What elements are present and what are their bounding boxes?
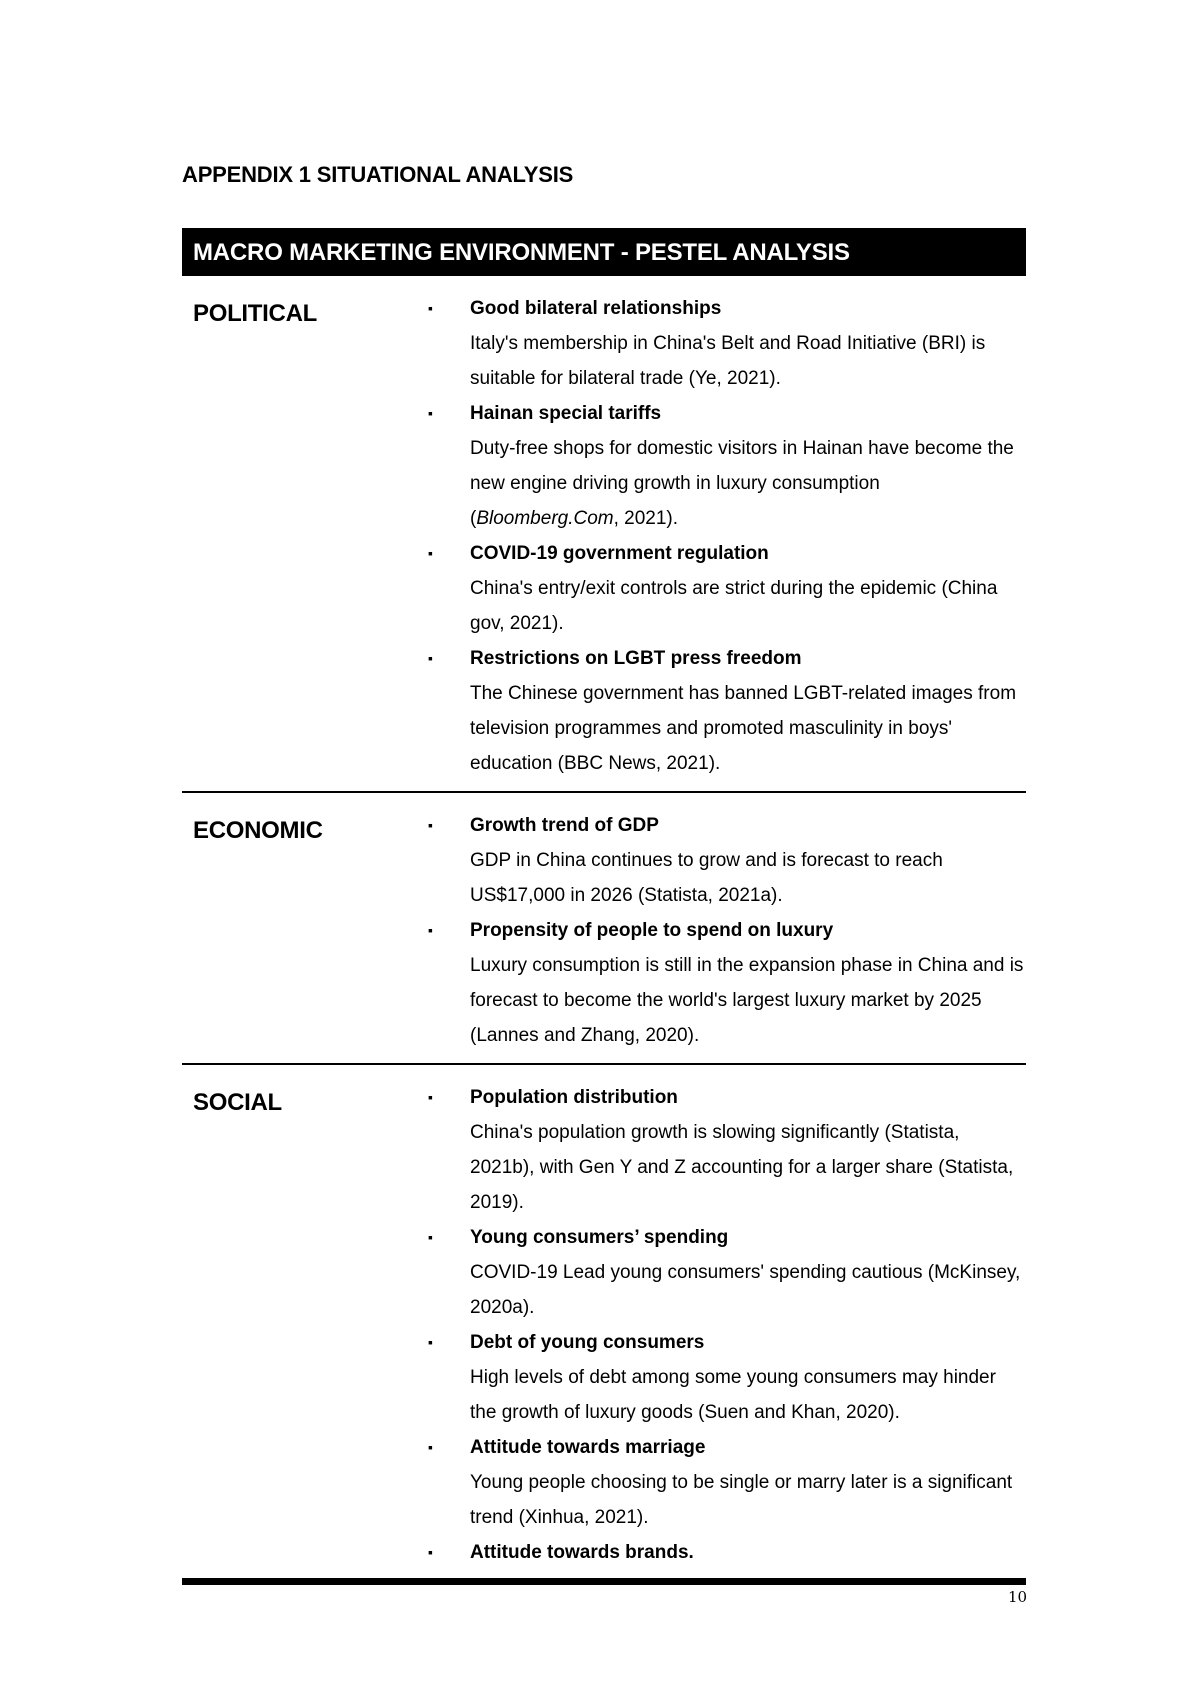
page-heading: APPENDIX 1 SITUATIONAL ANALYSIS (182, 162, 574, 187)
bullet-icon: ▪ (428, 1089, 433, 1105)
item-title: Attitude towards marriage (470, 1437, 706, 1458)
item-title: Good bilateral relationships (470, 298, 722, 319)
list-item (428, 1535, 1026, 1570)
list-item (428, 1080, 1026, 1220)
item-text: Young people choosing to be single or marry later is a significant trend (Xinhua, 2021). (470, 1472, 1013, 1528)
page-number: 10 (1008, 1588, 1028, 1606)
item-title: Restrictions on LGBT press freedom (470, 648, 802, 669)
list-item (428, 536, 1026, 641)
item-title: COVID-19 government regulation (470, 543, 769, 564)
section-items (428, 1080, 1026, 1570)
list-item (428, 641, 1026, 781)
list-item (428, 1325, 1026, 1430)
list-item (428, 913, 1026, 1053)
item-text: The Chinese government has banned LGBT-related images from television programmes and promoted masculinity in boys' education (BBC News, 2021). (470, 683, 1017, 774)
section-social (182, 1065, 1026, 1585)
item-text: Italy's membership in China's Belt and Road Initiative (BRI) is suitable for bilateral trade (Ye, 2021). (470, 333, 986, 389)
bullet-icon: ▪ (428, 922, 433, 938)
item-text: High levels of debt among some young consumers may hinder the growth of luxury goods (Suen and Khan, 2020). (470, 1367, 996, 1423)
list-item (428, 1430, 1026, 1535)
section-title: SOCIAL (193, 1089, 282, 1116)
item-title: Growth trend of GDP (470, 815, 659, 836)
item-text: Luxury consumption is still in the expansion phase in China and is forecast to become the world's largest luxury market by 2025 (Lannes and Zhang, 2020). (470, 955, 1024, 1046)
section-items (428, 808, 1026, 1053)
bullet-icon: ▪ (428, 1229, 433, 1245)
item-text: China's population growth is slowing significantly (Statista, 2021b), with Gen Y and Z accounting for a larger share (Statista, 2019). (470, 1122, 1014, 1213)
list-item (428, 1220, 1026, 1325)
bullet-icon: ▪ (428, 1544, 433, 1560)
item-text: China's entry/exit controls are strict during the epidemic (China gov, 2021). (470, 578, 998, 634)
item-text: GDP in China continues to grow and is forecast to reach US$17,000 in 2026 (Statista, 2021a). (470, 850, 943, 906)
list-item (428, 396, 1026, 536)
bullet-icon: ▪ (428, 545, 433, 561)
pestel-table (182, 228, 1026, 1585)
bullet-icon: ▪ (428, 405, 433, 421)
table-header: MACRO MARKETING ENVIRONMENT - PESTEL ANALYSIS (182, 228, 1026, 276)
item-title: Attitude towards brands. (470, 1542, 694, 1563)
bullet-icon: ▪ (428, 1334, 433, 1350)
item-title: Population distribution (470, 1087, 678, 1108)
bullet-icon: ▪ (428, 300, 433, 316)
section-title: POLITICAL (193, 300, 317, 327)
item-text: Duty-free shops for domestic visitors in Hainan have become the new engine driving growth in luxury consumption (Bloomberg.Com, 2021). (470, 438, 1014, 529)
section-political (182, 276, 1026, 793)
section-items (428, 291, 1026, 781)
bullet-icon: ▪ (428, 650, 433, 666)
item-title: Hainan special tariffs (470, 403, 662, 424)
bullet-icon: ▪ (428, 1439, 433, 1455)
list-item (428, 291, 1026, 396)
item-title: Debt of young consumers (470, 1332, 705, 1353)
section-economic (182, 793, 1026, 1065)
table-sections (182, 276, 1026, 1585)
bullet-icon: ▪ (428, 817, 433, 833)
section-title: ECONOMIC (193, 817, 323, 844)
item-title: Young consumers’ spending (470, 1227, 729, 1248)
item-text: COVID-19 Lead young consumers' spending cautious (McKinsey, 2020a). (470, 1262, 1021, 1318)
item-title: Propensity of people to spend on luxury (470, 920, 834, 941)
list-item (428, 808, 1026, 913)
